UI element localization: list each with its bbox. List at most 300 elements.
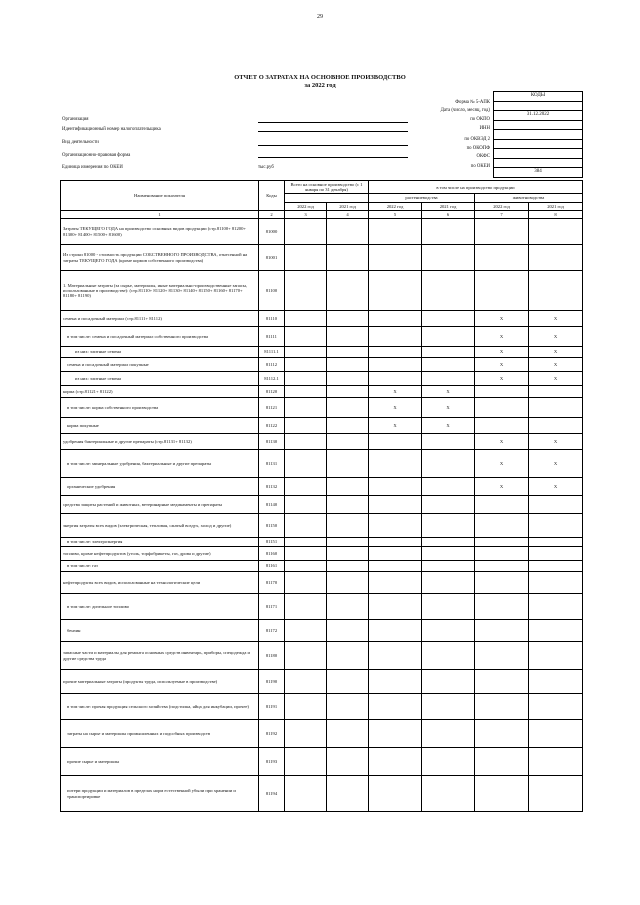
row-name: Из строки 81000 - стоимость продукции СОБСТВЕННОГО ПРОИЗВОДСТВА, отнесенной на затраты ТЕКУЩЕГО ГОДА (кроме кормов собственного производства) [61,245,259,271]
value-cell [327,670,369,694]
value-cell [327,327,369,347]
unit-value: тыс.руб [258,165,274,170]
col-num: 8 [529,210,583,218]
value-cell [285,572,327,594]
page-number: 29 [317,14,323,20]
value-cell [529,271,583,311]
value-cell [327,720,369,748]
row-code: 81110 [259,311,285,327]
value-cell [369,594,422,620]
col-animal-header: животноводства [475,194,583,202]
value-cell [422,720,475,748]
table-row [61,694,583,720]
value-cell [529,496,583,514]
value-cell [422,514,475,538]
row-name: запасные части и материалы для ремонта основных средств инвентарь, приборы, спецодежда и другие средства труда [61,642,259,670]
row-code: 81161 [259,561,285,572]
value-cell [327,572,369,594]
okopf-cell [494,149,582,159]
value-cell [327,450,369,478]
row-name: в том числе: прочая продукция сельского хозяйства (подстилка, яйца для инкубации, прочее) [61,694,259,720]
value-cell [285,219,327,245]
row-name: средства защиты растений и животных, ветеринарные медикаменты и препараты [61,496,259,514]
value-cell [422,776,475,812]
value-cell [422,311,475,327]
value-cell [285,386,327,398]
x-mark: Х [529,311,583,327]
report-subtitle: за 2022 год [304,82,336,89]
row-code: 81111 [259,327,285,347]
value-cell [475,594,529,620]
okved-label: по ОКВЭД 2 [464,137,490,142]
row-code: 81170 [259,572,285,594]
row-code: 81140 [259,496,285,514]
legal-form-label: Организационно-правовая форма [62,153,131,158]
unit-label: Единица измерения по ОКЕИ [62,165,123,170]
year-header: 2021 год [422,202,475,210]
okfs-cell [494,159,582,169]
row-code: 81160 [259,547,285,561]
value-cell [369,245,422,271]
value-cell [422,245,475,271]
value-cell [285,748,327,776]
value-cell [422,327,475,347]
row-code: 81193 [259,748,285,776]
value-cell [369,478,422,496]
x-mark: Х [369,418,422,434]
row-code: 81120 [259,386,285,398]
value-cell [285,547,327,561]
year-header: 2021 год [327,202,369,210]
value-cell [529,670,583,694]
value-cell [475,776,529,812]
table-row [61,450,583,478]
value-cell [327,372,369,386]
value-cell [285,538,327,547]
year-header: 2021 год [529,202,583,210]
value-cell [369,642,422,670]
x-mark: Х [369,398,422,418]
value-cell [475,538,529,547]
okei-cell: 384 [534,169,542,174]
value-cell [475,219,529,245]
value-cell [285,642,327,670]
table-row [61,720,583,748]
x-mark: Х [529,347,583,358]
org-line [258,122,408,123]
table-row [61,478,583,496]
col-total-sub [285,194,369,202]
value-cell [285,620,327,642]
table-row [61,496,583,514]
value-cell [529,720,583,748]
row-code: 81111.1 [259,347,285,358]
table-row [61,386,583,398]
table-row [61,620,583,642]
col-name-header: Наименование показателя [61,181,259,211]
inn-label: Идентификационный номер налогоплательщика [62,127,161,132]
form-label: Форма № 5-АПК [455,100,490,105]
x-mark: Х [529,372,583,386]
row-name: нефтепродукты всех видов, использованные на технологические цели [61,572,259,594]
table-row [61,514,583,538]
value-cell [327,478,369,496]
value-cell [369,538,422,547]
value-cell [369,327,422,347]
value-cell [475,418,529,434]
value-cell [475,694,529,720]
value-cell [285,372,327,386]
x-mark: Х [475,358,529,372]
row-name: топливо, кроме нефтепродуктов (уголь, торфобрикеты, газ, дрова и другие) [61,547,259,561]
value-cell [369,219,422,245]
value-cell [475,271,529,311]
row-code: 81194 [259,776,285,812]
value-cell [285,398,327,418]
value-cell [327,271,369,311]
okpo-cell [494,121,582,131]
row-code: 81130 [259,434,285,450]
row-code: 81171 [259,594,285,620]
codes-box [493,91,583,178]
inn-line [258,131,408,132]
value-cell [369,670,422,694]
row-code: 81132 [259,478,285,496]
row-code: 81001 [259,245,285,271]
value-cell [285,514,327,538]
value-cell [529,514,583,538]
row-name: в том числе: электроэнергия [61,538,259,547]
col-num: 3 [285,210,327,218]
value-cell [285,694,327,720]
value-cell [529,572,583,594]
value-cell [475,496,529,514]
value-cell [422,372,475,386]
row-name: в том числе: семена и посадочный материал собственного производства [61,327,259,347]
x-mark: Х [422,386,475,398]
table-row [61,245,583,271]
table-row [61,311,583,327]
value-cell [285,245,327,271]
value-cell [529,219,583,245]
value-cell [369,347,422,358]
value-cell [369,572,422,594]
table-row [61,538,583,547]
okei-label: по ОКЕИ [470,164,490,169]
value-cell [369,547,422,561]
value-cell [422,450,475,478]
value-cell [529,594,583,620]
row-name: Затраты ТЕКУЩЕГО ГОДА на производство основных видов продукции (стр.81100+ 81200+ 81300+ 81400+ 81500+ 81600) [61,219,259,245]
row-code: 81100 [259,271,285,311]
value-cell [422,434,475,450]
row-code: 81150 [259,514,285,538]
row-name: бензин [61,620,259,642]
inn-code-label: ИНН [479,126,490,131]
row-code: 81192 [259,720,285,748]
value-cell [422,219,475,245]
table-row [61,418,583,434]
value-cell [327,434,369,450]
value-cell [327,561,369,572]
value-cell [285,418,327,434]
date-label: Дата (число, месяц, год) [440,108,490,113]
x-mark: Х [475,311,529,327]
value-cell [475,514,529,538]
row-name: в том числе: газ [61,561,259,572]
row-name: корма покупные [61,418,259,434]
value-cell [327,514,369,538]
value-cell [327,358,369,372]
table-row [61,572,583,594]
value-cell [369,496,422,514]
value-cell [369,514,422,538]
x-mark: Х [529,434,583,450]
value-cell [285,450,327,478]
okpo-label: по ОКПО [470,117,490,122]
date-cell: 31.12.2022 [494,111,582,121]
value-cell [327,748,369,776]
x-mark: Х [475,327,529,347]
x-mark: Х [475,478,529,496]
value-cell [285,594,327,620]
value-cell [475,547,529,561]
value-cell [475,720,529,748]
value-cell [327,311,369,327]
value-cell [475,561,529,572]
col-num: 7 [475,210,529,218]
value-cell [422,594,475,620]
row-name: из них: элитные семена [61,372,259,386]
col-num: 6 [422,210,475,218]
value-cell [285,347,327,358]
x-mark: Х [475,450,529,478]
value-cell [422,572,475,594]
col-num: 4 [327,210,369,218]
value-cell [327,219,369,245]
value-cell [285,561,327,572]
value-cell [475,748,529,776]
activity-line [258,145,408,146]
table-row [61,547,583,561]
col-incl-header: в том числе на производство продукции [369,181,583,194]
value-cell [285,271,327,311]
value-cell [285,327,327,347]
col-total-header: Всего на основное производство (с 1 января по 31 декабря) [285,181,369,194]
value-cell [529,748,583,776]
row-name: органические удобрения [61,478,259,496]
codes-header: КОДЫ [494,92,582,102]
row-name: семена и посадочный материал покупные [61,358,259,372]
value-cell [285,670,327,694]
x-mark: Х [529,327,583,347]
value-cell [475,642,529,670]
value-cell [475,620,529,642]
x-mark: Х [422,418,475,434]
row-code: 81122 [259,418,285,434]
row-name: корма (стр.81121+ 81122) [61,386,259,398]
value-cell [327,642,369,670]
year-header: 2022 год [475,202,529,210]
value-cell [422,271,475,311]
x-mark: Х [529,450,583,478]
year-header: 2022 год [369,202,422,210]
col-num: 2 [259,210,285,218]
value-cell [529,398,583,418]
value-cell [327,386,369,398]
table-row [61,594,583,620]
row-name: прочие сырье и материалы [61,748,259,776]
year-header: 2022 год [285,202,327,210]
table-row [61,776,583,812]
table-row [61,434,583,450]
value-cell [369,720,422,748]
inn-cell [494,130,582,140]
row-name: удобрения бактериальные и другие препараты (стр.81131+ 81132) [61,434,259,450]
value-cell [369,450,422,478]
x-mark: Х [475,372,529,386]
x-mark: Х [475,434,529,450]
value-cell [422,670,475,694]
value-cell [422,478,475,496]
value-cell [285,720,327,748]
value-cell [529,776,583,812]
value-cell [327,418,369,434]
table-row [61,271,583,311]
value-cell [327,538,369,547]
col-num: 1 [61,210,259,218]
row-name: 1. Материальные затраты (за сырье, материалы, иные материально-производственные запасы, использованные в производстве): (стр.81110+ 81120+ 81130+ 81140+ 81150+ 81160+ 81170+ 81180+ 81190) [61,271,259,311]
row-code: 81151 [259,538,285,547]
value-cell [327,620,369,642]
value-cell [369,311,422,327]
table-row [61,327,583,347]
row-code: 81172 [259,620,285,642]
value-cell [422,496,475,514]
value-cell [422,547,475,561]
value-cell [422,620,475,642]
value-cell [422,642,475,670]
table-row [61,347,583,358]
value-cell [369,748,422,776]
value-cell [327,347,369,358]
value-cell [285,478,327,496]
value-cell [369,694,422,720]
col-plant-header: растениеводства [369,194,475,202]
value-cell [529,561,583,572]
value-cell [422,561,475,572]
value-cell [369,434,422,450]
table-row [61,372,583,386]
row-name: из них: элитные семена [61,347,259,358]
value-cell [529,386,583,398]
value-cell [422,347,475,358]
value-cell [529,620,583,642]
value-cell [369,776,422,812]
table-row [61,561,583,572]
value-cell [327,245,369,271]
value-cell [529,418,583,434]
value-cell [285,358,327,372]
report-title-text: ОТЧЕТ О ЗАТРАТАХ НА ОСНОВНОЕ ПРОИЗВОДСТВО [234,74,406,81]
okopf-label: по ОКОПФ [466,146,490,151]
x-mark: Х [369,386,422,398]
value-cell [327,398,369,418]
value-cell [475,670,529,694]
x-mark: Х [422,398,475,418]
costs-table [60,180,583,812]
value-cell [285,496,327,514]
value-cell [285,434,327,450]
row-name: в том числе: корма собственного производства [61,398,259,418]
col-num: 5 [369,210,422,218]
row-name: потери продукции и материалов в пределах норм естественной убыли при хранении и транспортировке [61,776,259,812]
x-mark: Х [529,358,583,372]
row-code: 81121 [259,398,285,418]
table-row [61,670,583,694]
value-cell [422,538,475,547]
row-code: 81191 [259,694,285,720]
value-cell [327,547,369,561]
table-row [61,748,583,776]
value-cell [285,311,327,327]
value-cell [529,694,583,720]
value-cell [327,776,369,812]
row-name: в том числе: минеральные удобрения, бактериальные и другие препараты [61,450,259,478]
value-cell [529,547,583,561]
value-cell [475,245,529,271]
value-cell [327,694,369,720]
row-code: 81000 [259,219,285,245]
value-cell [369,271,422,311]
row-code: 81112 [259,358,285,372]
value-cell [327,594,369,620]
row-name: прочие материальные затраты (продукты труда, используемые в производстве) [61,670,259,694]
x-mark: Х [529,478,583,496]
row-name: семена и посадочный материал (стр.81111+ 81112) [61,311,259,327]
row-name: в том числе: дизельное топливо [61,594,259,620]
legal-form-line [258,157,408,158]
row-code: 81112.1 [259,372,285,386]
col-code-header: Коды [259,181,285,211]
row-name: затраты на сырье и материалы промышленных и подсобных производств [61,720,259,748]
value-cell [369,620,422,642]
value-cell [327,496,369,514]
table-row [61,358,583,372]
table-row [61,219,583,245]
value-cell [369,372,422,386]
value-cell [475,386,529,398]
value-cell [475,398,529,418]
value-cell [529,245,583,271]
org-label: Организация [62,117,89,122]
row-code: 81131 [259,450,285,478]
x-mark: Х [475,347,529,358]
row-name: энергия затраты всех видов (электрическая, тепловая, сжатый воздух, холод и другие) [61,514,259,538]
okfs-label: ОКФС [476,154,490,159]
value-cell [422,694,475,720]
value-cell [422,358,475,372]
value-cell [529,642,583,670]
row-code: 81190 [259,670,285,694]
value-cell [369,561,422,572]
okved-cell [494,140,582,150]
table-row [61,398,583,418]
value-cell [475,572,529,594]
value-cell [529,538,583,547]
report-title [0,74,640,90]
form-code-cell [494,102,582,112]
